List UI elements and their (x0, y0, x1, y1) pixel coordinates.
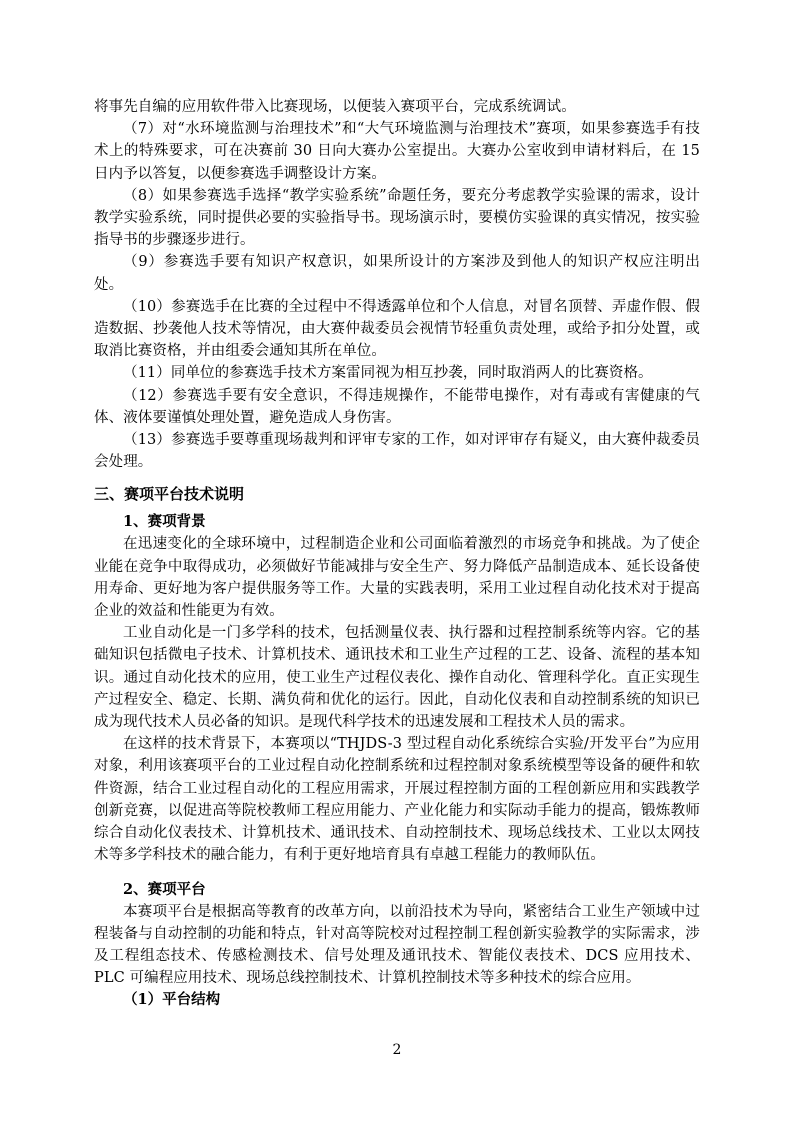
rule-8-paragraph: （8）如果参赛选手选择“教学实验系统”命题任务，要充分考虑教学实验课的需求，设计教学实验系统，同时提供必要的实验指导书。现场演示时，要模仿实验课的真实情况，按实验指导书的步骤逐步进行。 (94, 187, 700, 249)
rule-9-paragraph: （9）参赛选手要有知识产权意识，如果所设计的方案涉及到他人的知识产权应注明出处。 (94, 254, 700, 293)
platform-heading: 2、赛项平台 (123, 880, 206, 898)
rule-11-paragraph: （11）同单位的参赛选手技术方案雷同视为相互抄袭，同时取消两人的比赛资格。 (123, 365, 653, 382)
background-paragraph-3: 在这样的技术背景下，本赛项以“THJDS-3 型过程自动化系统综合实验/开发平台”为应用对象，利用该赛项平台的工业过程自动化控制系统和过程控制对象系统模型等设备的硬件和软件资源，结合工业过程自动化的工程应用需求，开展过程控制方面的工程创新应用和实践教学创新竞赛，以促进高等院校教师工程应用能力、产业化能力和实际动手能力的提高，锻炼教师综合自动化仪表技术、计算机技术、通讯技术、自动控制技术、现场总线技术、工业以太网技术等多学科技术的融合能力，有利于更好地培育具有卓越工程能力的教师队伍。 (94, 736, 700, 864)
rule-7-paragraph: （7）对“水环境监测与治理技术”和“大气环境监测与治理技术”赛项，如果参赛选手有技术上的特殊要求，可在决赛前 30 日向大赛办公室提出。大赛办公室收到申请材料后，在 15 日内予以答复，以便参赛选手调整设计方案。 (94, 121, 700, 182)
rules-continuation-paragraph: 将事先自编的应用软件带入比赛现场，以便装入赛项平台，完成系统调试。 (94, 99, 576, 115)
rule-13-paragraph: （13）参赛选手要尊重现场裁判和评审专家的工作，如对评审存有疑义，由大赛仲裁委员会处理。 (94, 432, 700, 471)
platform-structure-heading: （1）平台结构 (123, 991, 221, 1009)
background-heading: 1、赛项背景 (123, 513, 206, 531)
rule-10-paragraph: （10）参赛选手在比赛的全过程中不得透露单位和个人信息，对冒名顶替、弄虚作假、假造数据、抄袭他人技术等情况，由大赛仲裁委员会视情节轻重负责处理，或给予扣分处置，或取消比赛资格，并由组委会通知其所在单位。 (94, 298, 700, 360)
rule-12-paragraph: （12）参赛选手要有安全意识，不得违规操作，不能带电操作，对有毒或有害健康的气体、液体要谨慎处理处置，避免造成人身伤害。 (94, 387, 700, 426)
document-page (94, 96, 700, 1011)
background-paragraph-2: 工业自动化是一门多学科的技术，包括测量仪表、执行器和过程控制系统等内容。它的基础知识包括微电子技术、计算机技术、通讯技术和工业生产过程的工艺、设备、流程的基本知识。通过自动化技术的应用，使工业生产过程仪表化、操作自动化、管理科学化。直正实现生产过程安全、稳定、长期、满负荷和优化的运行。因此，自动化仪表和自动控制系统的知识已成为现代技术人员必备的知识。是现代科学技术的迅速发展和工程技术人员的需求。 (94, 625, 700, 731)
background-paragraph-1: 在迅速变化的全球环境中，过程制造企业和公司面临着激烈的市场竞争和挑战。为了使企业能在竞争中取得成功，必须做好节能减排与安全生产、努力降低产品制造成本、延长设备使用寿命、更好地为客户提供服务等工作。大量的实践表明，采用工业过程自动化技术对于提高企业的效益和性能更为有效。 (94, 536, 700, 620)
platform-paragraph-1: 本赛项平台是根据高等教育的改革方向，以前沿技术为导向，紧密结合工业生产领域中过程装备与自动控制的功能和特点，针对高等院校对过程控制工程创新实验教学的实际需求，涉及工程组态技术、传感检测技术、信号处理及通讯技术、智能仪表技术、DCS 应用技术、PLC 可编程应用技术、现场总线控制技术、计算机控制技术等多种技术的综合应用。 (94, 903, 700, 987)
page-number: 2 (392, 1042, 402, 1058)
section-3-heading: 三、赛项平台技术说明 (94, 485, 245, 504)
